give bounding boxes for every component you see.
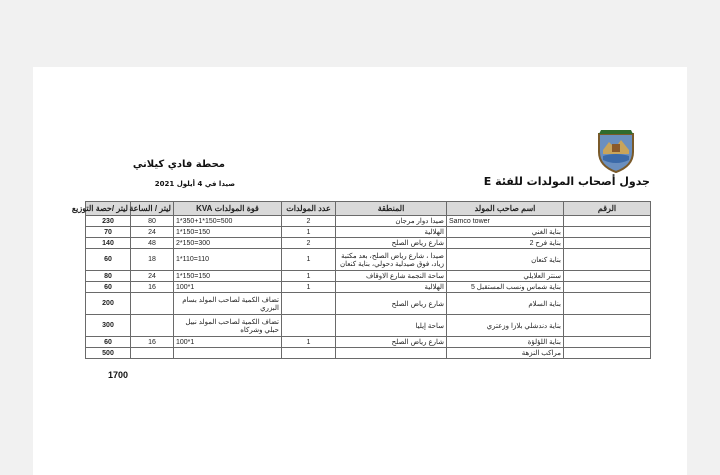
area-cell: شارع رياض الصلح [336,293,447,315]
kva-cell: تضاف الكمية لصاحب المولد بسام البزري [174,293,282,315]
number-cell [564,271,651,282]
number-cell [564,293,651,315]
share-cell: 60 [86,282,131,293]
liters-per-hour-cell: 16 [131,337,174,348]
header-share: لیتر /حصة التوزيع [86,202,131,216]
area-cell: ساحة إيليا [336,315,447,337]
kva-cell: 1*350+1*150=500 [174,216,282,227]
page-title: جدول أصحاب المولدات للفئة E [483,175,650,188]
kva-cell: 100*1 [174,337,282,348]
liters-per-hour-cell: 16 [131,282,174,293]
share-cell: 500 [86,348,131,359]
table-row [86,337,651,348]
liters-per-hour-cell: 18 [131,249,174,271]
area-cell: الهلالية [336,227,447,238]
liters-per-hour-cell [131,315,174,337]
total-value: 1700 [108,370,129,380]
kva-cell: 1*150=150 [174,227,282,238]
share-cell: 230 [86,216,131,227]
area-cell: الهلالية [336,282,447,293]
table-row [86,216,651,227]
table-row [86,282,651,293]
table-row [86,238,651,249]
owner-cell: Samco tower [447,216,564,227]
area-cell: صيدا دوار مرجان [336,216,447,227]
count-cell: 1 [282,337,336,348]
document-date: صيدا في 4 أيلول 2021 [154,180,235,188]
share-cell: 60 [86,249,131,271]
count-cell [282,348,336,359]
generators-table [71,201,651,359]
kva-cell: 2*150=300 [174,238,282,249]
owner-cell: مراكب النزهة [447,348,564,359]
owner-cell: بناية شماس ونسب المستقبل 5 [447,282,564,293]
liters-per-hour-cell [131,293,174,315]
table-row [86,249,651,271]
number-cell [564,315,651,337]
liters-per-hour-cell: 24 [131,227,174,238]
number-cell [564,216,651,227]
number-cell [564,249,651,271]
area-cell [336,348,447,359]
kva-cell: 1*150=150 [174,271,282,282]
share-cell: 80 [86,271,131,282]
area-cell: ساحة النجمة شارع الاوقاف [336,271,447,282]
count-cell: 1 [282,227,336,238]
count-cell [282,315,336,337]
share-cell: 70 [86,227,131,238]
header-owner: اسم صاحب المولد [447,202,564,216]
kva-cell: 1*110=110 [174,249,282,271]
owner-cell: سنتر العلايلي [447,271,564,282]
liters-per-hour-cell: 80 [131,216,174,227]
header-liters-per-hour: لیتر / الساعة [131,202,174,216]
header-count: عدد المولدات [282,202,336,216]
kva-cell: تضاف الكمية لصاحب المولد نبيل حبلي وشركاه [174,315,282,337]
area-cell: صيدا ، شارع رياض الصلح، بعد مكتبة زياد، فوق صيدلية دحولي، بناية كنعان [336,249,447,271]
table-row [86,271,651,282]
owner-cell: بناية كنعان [447,249,564,271]
number-cell [564,238,651,249]
liters-per-hour-cell [131,348,174,359]
municipality-logo [595,128,637,174]
header-kva: قوة المولدات KVA [174,202,282,216]
station-name: محطة فادي كيلاني [132,159,225,170]
owner-cell: بناية اللؤلؤة [447,337,564,348]
count-cell: 2 [282,238,336,249]
table-row [86,315,651,337]
number-cell [564,282,651,293]
count-cell: 1 [282,249,336,271]
table-row [86,293,651,315]
share-cell: 60 [86,337,131,348]
owner-cell: بناية دندشلي بلازا وزعتري [447,315,564,337]
owner-cell: بناية السلام [447,293,564,315]
table-header-row [86,202,651,216]
header-number: الرقم [564,202,651,216]
share-cell: 140 [86,238,131,249]
area-cell: شارع رياض الصلح [336,238,447,249]
area-cell: شارع رياض الصلح [336,337,447,348]
owner-cell: بناية فرح 2 [447,238,564,249]
kva-cell [174,348,282,359]
kva-cell: 100*1 [174,282,282,293]
number-cell [564,348,651,359]
number-cell [564,227,651,238]
table-row [86,227,651,238]
header-area: المنطقة [336,202,447,216]
owner-cell: بناية الغني [447,227,564,238]
count-cell: 1 [282,271,336,282]
liters-per-hour-cell: 48 [131,238,174,249]
share-cell: 300 [86,315,131,337]
count-cell: 1 [282,282,336,293]
count-cell: 2 [282,216,336,227]
table-row [86,348,651,359]
count-cell [282,293,336,315]
share-cell: 200 [86,293,131,315]
number-cell [564,337,651,348]
liters-per-hour-cell: 24 [131,271,174,282]
